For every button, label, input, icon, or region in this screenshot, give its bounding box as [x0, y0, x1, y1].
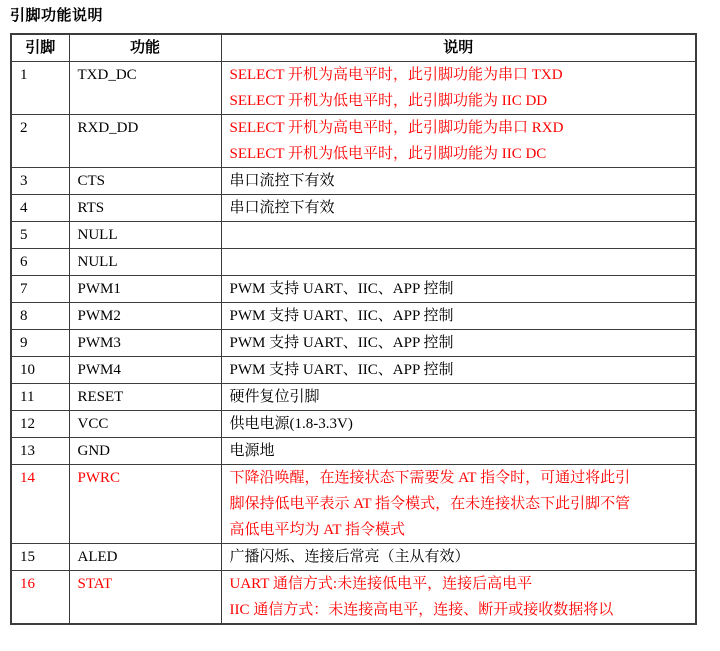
description-line: 电源地	[229, 443, 275, 459]
pin-description-cell	[221, 465, 696, 544]
pin-description-cell	[221, 330, 696, 357]
pin-number-cell: 1	[11, 62, 69, 115]
pin-function-cell: CTS	[69, 168, 221, 195]
pin-number-cell: 15	[11, 544, 69, 571]
pin-function-cell: ALED	[69, 544, 221, 571]
table-row	[11, 357, 696, 384]
table-row	[11, 571, 696, 625]
pin-number-cell: 6	[11, 249, 69, 276]
pin-description-cell	[221, 303, 696, 330]
table-row	[11, 276, 696, 303]
pin-description-cell	[221, 384, 696, 411]
pin-function-cell: VCC	[69, 411, 221, 438]
description-line: 高低电平均为 AT 指令模式	[229, 522, 406, 538]
pin-number-cell: 12	[11, 411, 69, 438]
pin-number-cell: 10	[11, 357, 69, 384]
pin-function-cell: PWM2	[69, 303, 221, 330]
pin-function-cell: TXD_DC	[69, 62, 221, 115]
pin-function-cell: RESET	[69, 384, 221, 411]
table-row	[11, 249, 696, 276]
pin-number-cell: 2	[11, 115, 69, 168]
table-row	[11, 330, 696, 357]
pin-function-cell: RXD_DD	[69, 115, 221, 168]
pin-function-cell: PWM4	[69, 357, 221, 384]
table-row	[11, 465, 696, 544]
description-line: 串口流控下有效	[229, 200, 335, 216]
pin-number-cell: 13	[11, 438, 69, 465]
pin-function-cell: STAT	[69, 571, 221, 625]
pin-description-cell	[221, 195, 696, 222]
pin-number-cell: 8	[11, 303, 69, 330]
description-line: SELECT 开机为低电平时，此引脚功能为 IIC DC	[229, 146, 547, 162]
pin-description-cell	[221, 357, 696, 384]
header-pin: 引脚	[11, 34, 69, 62]
pin-number-cell: 4	[11, 195, 69, 222]
pin-number-cell: 14	[11, 465, 69, 544]
description-line: PWM 支持 UART、IIC、APP 控制	[229, 281, 454, 297]
pin-function-cell: NULL	[69, 249, 221, 276]
description-line: PWM 支持 UART、IIC、APP 控制	[229, 362, 454, 378]
pin-description-cell	[221, 222, 696, 249]
description-line: PWM 支持 UART、IIC、APP 控制	[229, 335, 454, 351]
table-row	[11, 195, 696, 222]
table-row	[11, 411, 696, 438]
pin-number-cell: 9	[11, 330, 69, 357]
pin-description-cell	[221, 544, 696, 571]
pin-description-cell	[221, 62, 696, 115]
description-line: 广播闪烁、连接后常亮（主从有效）	[229, 549, 470, 565]
pin-description-cell	[221, 411, 696, 438]
pin-function-cell: PWM1	[69, 276, 221, 303]
page-title: 引脚功能说明	[10, 8, 104, 24]
table-row	[11, 438, 696, 465]
description-line: PWM 支持 UART、IIC、APP 控制	[229, 308, 454, 324]
pin-description-cell	[221, 276, 696, 303]
description-line: 硬件复位引脚	[229, 389, 320, 405]
pin-description-cell	[221, 249, 696, 276]
description-line: 下降沿唤醒，在连接状态下需要发 AT 指令时，可通过将此引	[229, 470, 631, 486]
pin-function-cell: PWRC	[69, 465, 221, 544]
pin-description-cell	[221, 571, 696, 625]
pin-number-cell: 7	[11, 276, 69, 303]
pin-description-cell	[221, 438, 696, 465]
pin-function-cell: RTS	[69, 195, 221, 222]
description-line: SELECT 开机为高电平时，此引脚功能为串口 TXD	[229, 67, 563, 83]
header-description: 说明	[221, 34, 696, 62]
pin-number-cell: 11	[11, 384, 69, 411]
description-line: 串口流控下有效	[229, 173, 335, 189]
pin-description-cell	[221, 115, 696, 168]
table-row	[11, 115, 696, 168]
pin-function-table	[10, 33, 697, 625]
table-row	[11, 222, 696, 249]
table-row	[11, 384, 696, 411]
description-line: UART 通信方式:未连接低电平，连接后高电平	[229, 576, 533, 592]
pin-function-cell: PWM3	[69, 330, 221, 357]
pin-table-body	[11, 62, 696, 625]
pin-description-cell	[221, 168, 696, 195]
pin-function-cell: GND	[69, 438, 221, 465]
description-line: 脚保持低电平表示 AT 指令模式，在未连接状态下此引脚不管	[229, 496, 631, 512]
table-row	[11, 303, 696, 330]
description-line: SELECT 开机为低电平时，此引脚功能为 IIC DD	[229, 93, 548, 109]
table-row	[11, 62, 696, 115]
table-row	[11, 544, 696, 571]
pin-number-cell: 5	[11, 222, 69, 249]
pin-number-cell: 16	[11, 571, 69, 625]
description-line: SELECT 开机为高电平时，此引脚功能为串口 RXD	[229, 120, 564, 136]
description-line: IIC 通信方式：未连接高电平，连接、断开或接收数据将以	[229, 602, 614, 618]
pin-function-cell: NULL	[69, 222, 221, 249]
header-function: 功能	[69, 34, 221, 62]
description-line: 供电电源(1.8-3.3V)	[229, 416, 353, 432]
pin-number-cell: 3	[11, 168, 69, 195]
table-header-row	[11, 34, 696, 62]
table-row	[11, 168, 696, 195]
